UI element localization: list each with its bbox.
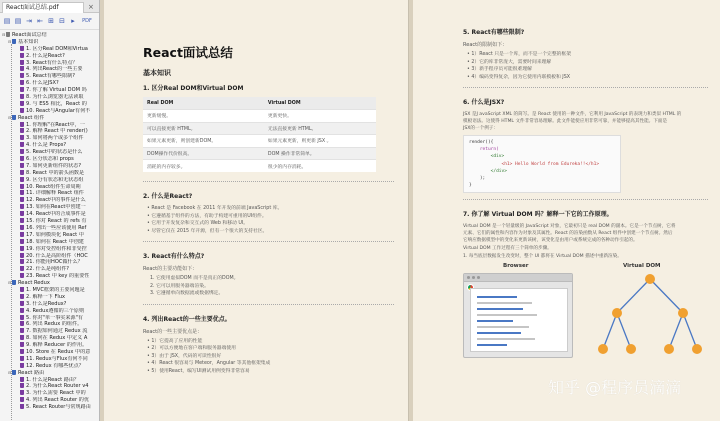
close-icon[interactable]: × (88, 3, 94, 11)
question-heading-7: 7. 你了解 Virtual DOM 吗？解释一下它的工作原理。 (463, 211, 613, 219)
bookmark-icon (6, 32, 10, 37)
bookmark-icon (20, 328, 24, 333)
bookmark-label: 3. 如何将两个或多个组件 (26, 135, 84, 142)
bookmark-icon (20, 163, 24, 168)
bookmark-icon (20, 287, 24, 292)
bookmark-icon (12, 39, 16, 44)
bookmark-item[interactable] (0, 156, 99, 163)
tree-node (664, 344, 674, 354)
bookmark-item[interactable] (0, 315, 99, 322)
virtual-dom-label: Virtual DOM (623, 263, 661, 270)
list-item: • 3）新手程序员可能很难理解 (467, 67, 532, 72)
bookmark-item[interactable] (0, 246, 99, 253)
bookmark-item[interactable] (0, 204, 99, 211)
tree-node (598, 344, 608, 354)
bookmark-item[interactable] (0, 197, 99, 204)
bookmark-item[interactable] (0, 142, 99, 149)
tab-bar (0, 0, 99, 13)
vdom-text-4: Virtual DOM 工作过程有三个简单的步骤。 (463, 246, 552, 252)
toolbar-icon[interactable]: ⇥ (26, 16, 32, 25)
bookmark-icon (20, 101, 24, 106)
table-row (143, 122, 376, 135)
watermark: 知乎 @程序员滴滴 (548, 378, 682, 397)
bookmark-icon (20, 397, 24, 402)
bookmark-item[interactable] (0, 266, 99, 273)
document-tab[interactable]: React面试总结.pdf (2, 2, 84, 13)
code-line: <h1> Hello World from Edureka!!</h1> (469, 161, 600, 167)
bookmark-label: 4. Redux遵循的三个原则 (26, 307, 85, 314)
toolbar-icon[interactable]: ▤ (3, 16, 11, 25)
bookmark-item[interactable] (0, 294, 99, 301)
toolbar-icon[interactable]: ⊞ (48, 16, 54, 25)
virtual-dom-illustration (463, 261, 708, 361)
bookmark-icon (20, 356, 24, 361)
bookmark-item[interactable] (0, 321, 99, 328)
bookmark-item[interactable] (0, 239, 99, 246)
bookmark-icon (12, 115, 16, 120)
bookmark-item[interactable] (0, 80, 99, 87)
page-title: React面试总结 (143, 45, 233, 60)
bookmark-tree (0, 30, 99, 411)
bookmark-icon (20, 363, 24, 368)
code-line: <div> (469, 154, 505, 160)
bookmark-item[interactable] (0, 390, 99, 397)
bookmark-label: 1. MVC框架的主要问题是 (26, 286, 85, 293)
pdf-page-left (104, 0, 409, 421)
list-item: • 尽管它仅在 2015 年开源，但有一个很大的支持社区。 (147, 228, 268, 234)
code-line: </div> (469, 168, 507, 174)
list-item: • 它遵循基于组件的方法，有助于构建可重用的UI组件。 (147, 213, 267, 219)
bookmark-item[interactable] (0, 356, 99, 363)
bookmark-label: 22. 什么是纯组件? (26, 266, 69, 273)
bookmark-item[interactable] (0, 163, 99, 170)
question-heading-1: 1. 区分Real DOM和Virtual DOM (143, 85, 244, 92)
bookmark-label: 7. 数据如何通过 Redux 流 (26, 328, 88, 335)
bookmark-label: 12. React中的事件是什么 (26, 197, 86, 204)
bookmark-icon (20, 87, 24, 92)
bookmark-label: 2. 什么是React? (26, 52, 65, 59)
bookmark-label: 8. 如何在 Redux 中定义 A (26, 335, 88, 342)
bookmark-icon (20, 321, 24, 326)
bookmark-label: 5. 你对"单一事实来源"有 (26, 314, 84, 321)
bookmark-item[interactable] (0, 273, 99, 280)
bookmark-icon (20, 149, 24, 154)
bookmark-item[interactable] (0, 308, 99, 315)
bookmark-item[interactable] (0, 190, 99, 197)
tree-node (612, 308, 622, 318)
bookmark-label: 18. 如何在 React 中创建 (26, 238, 84, 245)
bookmark-label: 12. Redux 有哪些优点？ (26, 362, 84, 369)
q2-list (136, 205, 394, 235)
bookmark-label: 2. 解释一下 Flux (26, 293, 66, 300)
bookmark-item[interactable] (0, 370, 99, 377)
bookmark-item[interactable] (0, 404, 99, 411)
bookmark-item[interactable] (0, 66, 99, 73)
bookmark-item[interactable] (0, 108, 99, 115)
browser-window-illustration (463, 273, 573, 358)
table-row (143, 147, 376, 160)
virtual-dom-tree-diagram (595, 271, 705, 361)
bookmark-item[interactable] (0, 232, 99, 239)
bookmark-label: React 组件 (18, 114, 45, 121)
bookmark-item[interactable] (0, 301, 99, 308)
toolbar-icon[interactable]: ⇤ (37, 16, 43, 25)
bookmark-icon (20, 335, 24, 340)
bookmark-item[interactable] (0, 53, 99, 60)
bookmark-icon (20, 135, 24, 140)
bookmark-label: 4. 列出React的一些主要 (26, 66, 83, 73)
bookmark-item[interactable] (0, 128, 99, 135)
export-pdf-icon[interactable]: PDF (82, 17, 92, 24)
bookmark-item[interactable] (0, 122, 99, 129)
bookmark-icon (20, 60, 24, 65)
bookmark-item[interactable] (0, 225, 99, 232)
bookmark-icon (20, 53, 24, 58)
bookmark-icon (20, 122, 24, 127)
bookmark-item[interactable] (0, 349, 99, 356)
bookmark-item[interactable] (0, 135, 99, 142)
bookmark-item[interactable] (0, 259, 99, 266)
bookmark-label: 7. 如何更新组件的状态? (26, 162, 82, 169)
bookmark-label: 16. 列出一些应该使用 Ref (26, 224, 87, 231)
tree-node-root (645, 274, 655, 284)
question-heading-2: 2. 什么是React? (143, 193, 193, 200)
q5-list (456, 51, 708, 81)
bookmark-label: 9. 与 ES5 相比，React 的 (26, 100, 87, 107)
table-header-real-dom: Real DOM (143, 97, 264, 110)
list-item: 2. 它可以用服务器端渲染。 (150, 283, 209, 289)
divider (143, 304, 394, 305)
list-item: • 1）它提高了应用的性能 (147, 338, 203, 344)
divider (463, 87, 708, 88)
bookmark-icon (20, 253, 24, 258)
bookmark-icon (20, 177, 24, 182)
bookmark-icon (20, 142, 24, 147)
browser-content (470, 288, 568, 352)
table-cell: DOM操作代价很高。 (143, 147, 264, 160)
bookmark-icon (20, 197, 24, 202)
bookmark-label: 14. React中的合成事件是 (26, 211, 86, 218)
bookmark-item[interactable] (0, 101, 99, 108)
bookmark-icon (20, 94, 24, 99)
question-heading-5: 5. React有哪些限制? (463, 29, 525, 36)
bookmark-icon (12, 280, 16, 285)
bookmark-label: 10. React组件生命周期 (26, 183, 81, 190)
bookmark-label: 11. 详细解释 React 组件 (26, 190, 84, 197)
bookmark-item[interactable] (0, 328, 99, 335)
q3-list (136, 275, 394, 298)
bookmark-label: 20. 什么是高阶组件（HOC (26, 252, 88, 259)
bookmark-icon (20, 266, 24, 271)
list-item: 1. 它使用虚拟DOM 而不是真正的DOM。 (150, 276, 239, 281)
bookmark-label: 8. 为什么浏览器无法读取 (26, 94, 84, 101)
section-heading: 基本知识 (143, 69, 171, 77)
bookmark-label: 1. 什么是React 路由？ (26, 376, 80, 383)
bookmark-item[interactable] (0, 342, 99, 349)
collapse-toggle-icon[interactable]: ⊟ (8, 114, 12, 120)
bookmark-icon (20, 377, 24, 382)
divider (463, 199, 708, 200)
bookmark-item[interactable] (0, 115, 99, 122)
bookmark-icon (20, 259, 24, 264)
list-item: • 1）React 只是一个库，而不是一个完整的框架 (467, 52, 572, 57)
bookmark-label: 21. 你能用HOC做什么？ (26, 259, 83, 266)
bookmark-icon (20, 128, 24, 133)
bookmark-icon (20, 204, 24, 209)
q4-intro: React的一些主要优点是： (143, 328, 203, 335)
bookmark-label: 2. 为什么React Router v4 (26, 383, 89, 390)
bookmark-label: React 路由 (18, 369, 45, 376)
bookmark-label: React Redux (18, 280, 50, 287)
list-item: • 5）使用React，编写UI测试用例变得非常容易 (147, 368, 250, 374)
list-item: 3. 它遵循单向数据流或数据绑定。 (150, 291, 224, 296)
table-cell: 更新缓慢。 (143, 110, 264, 123)
divider (143, 181, 394, 182)
question-heading-3: 3. React有什么特点? (143, 253, 205, 260)
bookmark-icon (20, 342, 24, 347)
code-line: render(){ (469, 140, 494, 145)
bookmark-item[interactable] (0, 177, 99, 184)
bookmark-icon (20, 383, 24, 388)
bookmark-icon (20, 390, 24, 395)
bookmark-item[interactable] (0, 211, 99, 218)
bookmark-label: 13. 如何在React中创建一 (26, 204, 86, 211)
bookmark-icon (20, 308, 24, 313)
tree-node (626, 344, 636, 354)
code-line: } (469, 183, 472, 189)
list-item: • 2）可以方便地在客户端和服务器端使用 (147, 346, 236, 351)
list-item: • 3）由于 JSX，代码的可读性很好 (147, 353, 222, 359)
bookmark-icon (20, 301, 24, 306)
vdom-step-1: 1. 每当底层数据发生改变时，整个 UI 都将在 Virtual DOM 描述中重新渲染。 (463, 254, 622, 260)
bookmark-icon (20, 73, 24, 78)
bookmark-icon (20, 156, 24, 161)
bookmark-label: 3. React有什么特点？ (26, 59, 78, 66)
table-row (143, 160, 376, 173)
bookmark-icon (12, 370, 16, 375)
jsx-text-3: JSX的一个例子： (463, 126, 498, 131)
bookmark-label: 10. Store 在 Redux 中的意 (26, 348, 91, 355)
question-heading-6: 6. 什么是JSX? (463, 99, 505, 106)
table-row (143, 110, 376, 123)
bookmark-icon (20, 225, 24, 230)
collapse-toggle-icon[interactable]: ⊟ (8, 369, 12, 375)
jsx-text-2: 模板语法。这使得 HTML 文件非常容易理解。此文件能使应用非常可靠，并能够提高其性能。下面是 (463, 119, 668, 124)
bookmark-label: 1. 区分Real DOM和Virtua (26, 45, 88, 52)
table-cell: 如果元素更新，则更新 JSX 。 (264, 135, 376, 148)
vdom-text-2: 元素、它们的属性和内容作为对象及其属性。React 的渲染函数从 React 组件中创建一个节点树。然后 (463, 231, 673, 237)
bookmark-label: 15. 你对 React 的 refs 有 (26, 218, 87, 225)
bookmark-icon (20, 246, 24, 251)
sidebar-toolbar (0, 13, 99, 30)
code-line: ); (469, 176, 486, 182)
bookmark-label: 10. React与Angular有何不 (26, 107, 91, 114)
bookmark-label: 基本知识 (18, 38, 39, 45)
bookmark-item[interactable] (0, 280, 99, 287)
table-header-virtual-dom: Virtual DOM (264, 97, 376, 110)
bookmark-label: 8. React 中的箭头函数是 (26, 169, 85, 176)
bookmark-label: 5. React Router与常规路由 (26, 404, 91, 411)
bookmark-item[interactable] (0, 46, 99, 53)
browser-label: Browser (503, 263, 529, 270)
bookmark-icon (20, 315, 24, 320)
pdf-page-right (413, 0, 720, 421)
tree-guide-line (11, 44, 12, 421)
code-line: return( (469, 147, 499, 153)
tree-node (678, 308, 688, 318)
bookmark-item[interactable] (0, 94, 99, 101)
bookmark-item[interactable] (0, 184, 99, 191)
bookmark-item[interactable] (0, 377, 99, 384)
bookmark-icon (20, 46, 24, 51)
vdom-text-1: Virtual DOM 是一个轻量级的 JavaScript 对象，它最初只是 real DOM 的副本。它是一个节点树，它将 (463, 224, 676, 230)
list-item: • 4）React 很容易与 Meteor，Angular 等其他框架集成 (147, 361, 271, 366)
collapse-toggle-icon[interactable]: ⊟ (8, 38, 12, 44)
list-item: • React 是 Facebook 在 2011 年开发的前端 JavaScript 库。 (147, 206, 283, 211)
bookmark-item[interactable] (0, 383, 99, 390)
bookmark-icon (20, 80, 24, 85)
bookmark-item[interactable] (0, 363, 99, 370)
bookmark-label: 11. Redux与Flux有何不同 (26, 355, 88, 362)
bookmark-label: 3. 什么是Redux? (26, 300, 67, 307)
bookmark-item[interactable] (0, 335, 99, 342)
question-heading-4: 4. 列出React的一些主要优点。 (143, 315, 231, 323)
bookmark-item[interactable] (0, 39, 99, 46)
browser-titlebar (464, 274, 572, 282)
bookmark-icon (20, 273, 24, 278)
bookmark-item[interactable] (0, 87, 99, 94)
table-cell: 无法直接更新 HTML。 (264, 122, 376, 135)
bookmark-icon (20, 108, 24, 113)
bookmark-item[interactable] (0, 149, 99, 156)
bookmark-icon (20, 190, 24, 195)
bookmark-item[interactable] (0, 170, 99, 177)
bookmark-icon (20, 232, 24, 237)
divider (143, 241, 394, 242)
q4-list (136, 338, 394, 376)
toolbar-icon[interactable]: ▤ (14, 16, 22, 25)
bookmark-icon (20, 239, 24, 244)
bookmark-item[interactable] (0, 287, 99, 294)
bookmark-item[interactable] (0, 253, 99, 260)
bookmark-label: 9. 区分有状态和无状态组 (26, 176, 84, 183)
bookmark-icon (20, 218, 24, 223)
bookmark-icon (20, 211, 24, 216)
bookmark-label: 4. 列出 React Router 的优 (26, 397, 89, 404)
bookmark-label: 5. React中的状态是什么 (26, 149, 83, 156)
bookmark-label: 9. 解释 Reducer 的作用。 (26, 342, 88, 349)
bookmark-label: 2. 解释 React 中 render() (26, 128, 88, 135)
toolbar-icon[interactable]: ⊟ (59, 16, 65, 25)
jsx-text-1: JSX 是J avaScript XML 的简写。是 React 使用的一种文件，它利用 JavaScript 的表现力和类似 HTML 的 (463, 112, 682, 117)
bookmark-label: 1. 你理解"在React中，一 (26, 121, 85, 128)
list-item: • 2）它的库非常庞大，需要时间来理解 (467, 59, 552, 65)
bookmark-item[interactable] (0, 73, 99, 80)
bookmark-label: 19. 你对受控组件和非受控 (26, 245, 87, 252)
table-cell: 更新更快。 (264, 110, 376, 123)
collapse-toggle-icon[interactable]: ⊟ (8, 280, 12, 286)
table-cell: 很少的内存消耗。 (264, 160, 376, 173)
vdom-text-3: 它响应数据模型中的变化来更新该树，该变化是由用户或系统完成的各种动作引起的。 (463, 238, 638, 244)
collapse-toggle-icon[interactable]: ⊟ (2, 32, 6, 37)
list-item: • 4）编码变得复杂，因为它使用内联模板和 JSX (467, 74, 571, 80)
bookmark-icon (20, 66, 24, 71)
jsx-code-block (463, 135, 621, 193)
bookmark-item[interactable] (0, 397, 99, 404)
bookmark-icon (20, 349, 24, 354)
bookmark-label: 6. 区分状态和 props (26, 156, 74, 163)
bookmark-icon (20, 184, 24, 189)
bookmark-label: 23. React 中 key 的重要性 (26, 273, 90, 280)
bookmark-label: 6. 列出 Redux 的组件。 (26, 321, 83, 328)
bookmark-item[interactable] (0, 60, 99, 67)
bookmark-label: 3. 为什么需要 React 中的 (26, 390, 86, 397)
bookmark-item[interactable] (0, 32, 99, 39)
table-cell: 如果元素更新，则创建新DOM。 (143, 135, 264, 148)
bookmark-item[interactable] (0, 218, 99, 225)
bookmark-label: React面试总结 (12, 32, 47, 38)
bookmark-label: 4. 什么是 Props? (26, 142, 67, 149)
table-row (143, 135, 376, 148)
table-cell: DOM 操作非常简单。 (264, 147, 376, 160)
bookmark-label: 7. 你了解 Virtual DOM 吗 (26, 87, 87, 94)
toolbar-icon[interactable]: ▸ (71, 16, 75, 25)
bookmark-label: 17. 如何模块化 React 中 (26, 231, 84, 238)
q5-intro: React的限制如下： (463, 42, 508, 48)
bookmark-icon (20, 170, 24, 175)
list-item: • 它用于开发复杂和交互式的 Web 和移动 UI。 (147, 221, 249, 226)
tree-node (692, 344, 702, 354)
bookmark-label: 5. React有哪些限制? (26, 73, 76, 80)
bookmark-label: 6. 什么是JSX? (26, 80, 59, 87)
bookmarks-sidebar (0, 0, 100, 421)
bookmark-icon (20, 294, 24, 299)
bookmark-icon (20, 404, 24, 409)
table-cell: 消耗的内存较多。 (143, 160, 264, 173)
q3-intro: React的主要功能如下： (143, 266, 198, 272)
dom-comparison-table (143, 97, 376, 172)
table-cell: 可以直接更新 HTML。 (143, 122, 264, 135)
